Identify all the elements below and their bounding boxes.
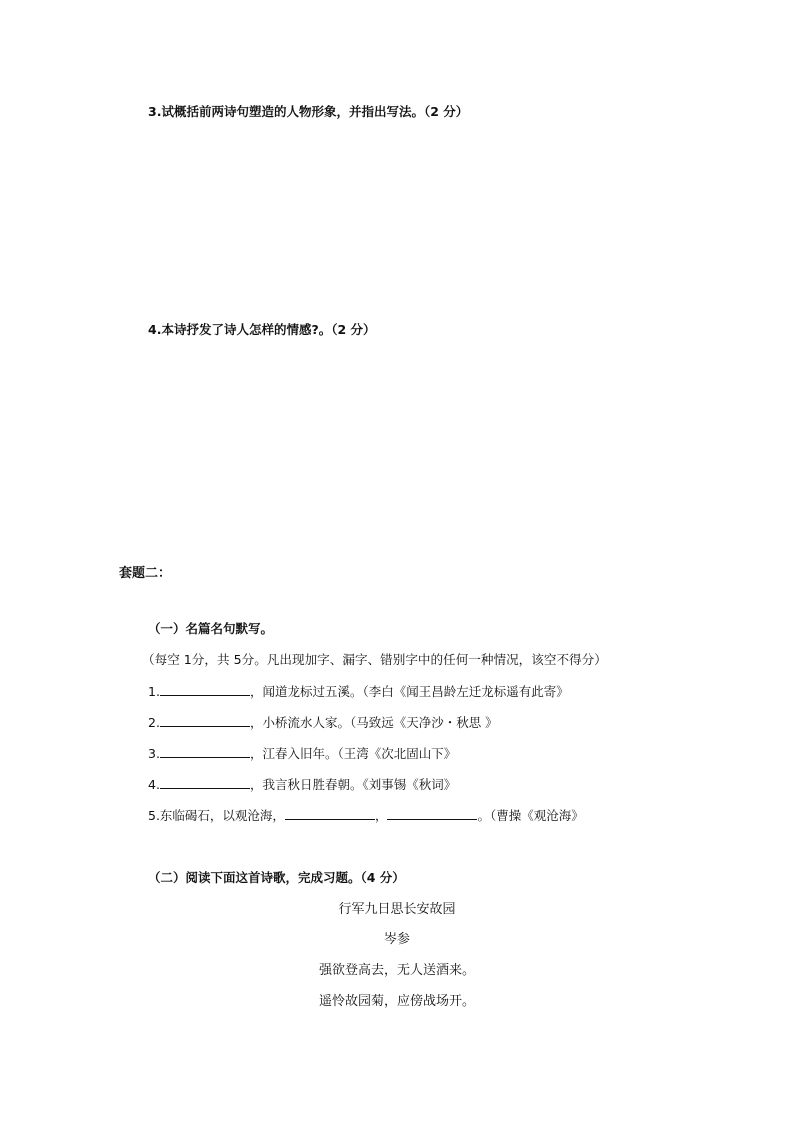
fill-item-4	[148, 776, 456, 793]
answer-blank[interactable]	[285, 807, 375, 820]
answer-blank[interactable]	[160, 745, 250, 758]
answer-blank[interactable]	[387, 807, 477, 820]
answer-blank[interactable]	[160, 714, 250, 727]
fill-item-number: 2.	[148, 715, 160, 730]
question-3: 3.试概括前两诗句塑造的人物形象，并指出写法。（2 分）	[148, 104, 469, 119]
part-1-title: （一）名篇名句默写。	[148, 621, 274, 636]
poem-line-2: 遥怜故园菊，应傍战场开。	[318, 994, 475, 1009]
set-2-heading: 套题二：	[119, 566, 172, 581]
poem-author: 岑参	[383, 932, 410, 947]
fill-item-text: ，小桥流水人家。（马致远《天净沙・秋思 》	[249, 715, 498, 730]
fill-item-text: ，江春入旧年。（王湾《次北固山下》	[249, 746, 457, 761]
fill-item-number: 3.	[148, 746, 160, 761]
fill-item-1	[148, 683, 569, 700]
fill-item-text: 。（曹操《观沧海》	[477, 808, 584, 823]
question-4: 4.本诗抒发了诗人怎样的情感?。（2 分）	[148, 322, 376, 337]
answer-blank[interactable]	[160, 683, 250, 696]
fill-item-prefix: 5.东临碣石，以观沧海，	[148, 808, 285, 823]
fill-item-5	[148, 807, 584, 824]
part-1-instructions: （每空 1分，共 5分。凡出现加字、漏字、错别字中的任何一种情况，该空不得分）	[142, 652, 607, 667]
poem-line-1: 强欲登高去，无人送酒来。	[318, 963, 475, 978]
fill-item-text: ，我言秋日胜春朝。《刘事锡《秋词》	[249, 777, 457, 792]
fill-item-text: ，闻道龙标过五溪。（李白《闻王昌龄左迁龙标遥有此寄》	[249, 684, 569, 699]
fill-item-2	[148, 714, 498, 731]
fill-item-number: 1.	[148, 684, 160, 699]
fill-item-separator: ，	[374, 808, 388, 823]
part-2-title: （二）阅读下面这首诗歌，完成习题。（4 分）	[148, 870, 405, 885]
poem-title: 行军九日思长安故园	[338, 902, 456, 917]
fill-item-number: 4.	[148, 777, 160, 792]
fill-item-3	[148, 745, 456, 762]
answer-blank[interactable]	[160, 776, 250, 789]
